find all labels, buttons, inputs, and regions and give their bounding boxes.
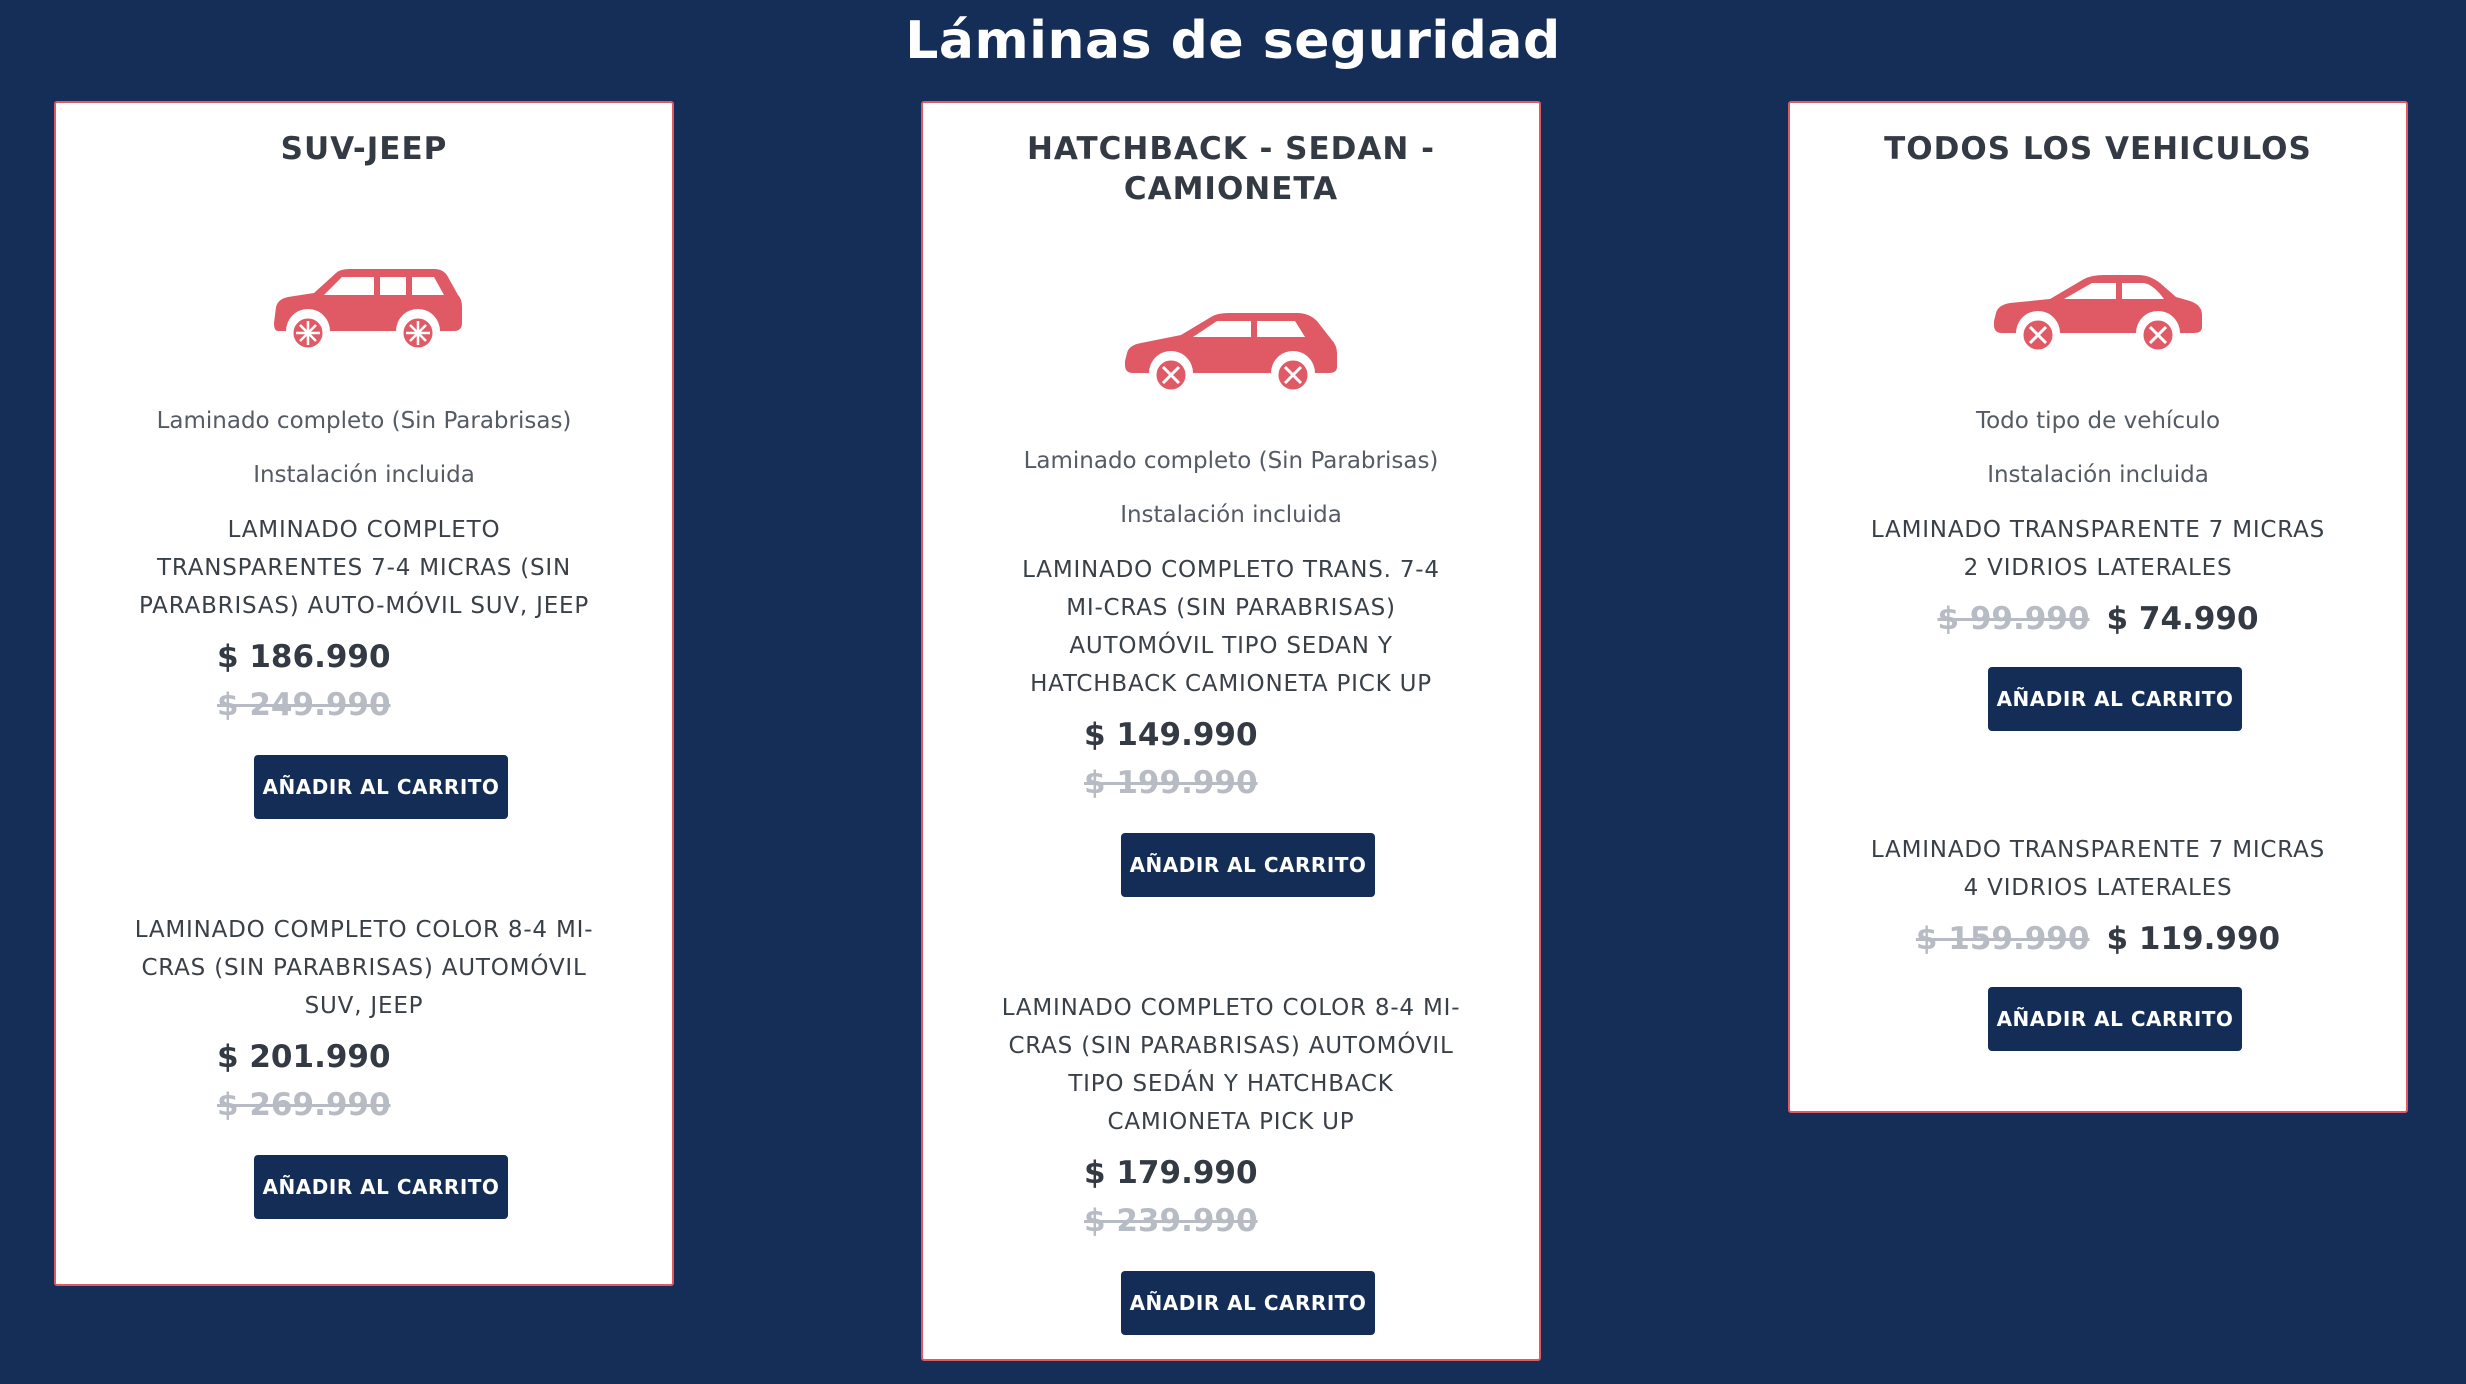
product-card-hatchback [921,101,1541,1361]
product-name: LAMINADO COMPLETO TRANSPARENTES 7-4 MICRAS (SIN PARABRISAS) AUTO-MÓVIL SUV, JEEP [138,517,590,619]
product-price: $ 149.990 [1084,717,1258,753]
sedan-car-icon [1988,271,2208,355]
info-coverage: Laminado completo (Sin Parabrisas) [156,408,572,434]
product-name: LAMINADO COMPLETO COLOR 8-4 MI-CRAS (SIN PARABRISAS) AUTOMÓVIL SUV, JEEP [134,917,594,1019]
product-old-price: $ 199.990 [1084,765,1258,801]
product-item [923,551,1539,897]
product-price: $ 186.990 [217,639,391,675]
card-title: SUV-JEEP [280,131,448,167]
product-price: $ 74.990 [2106,601,2259,637]
product-name: LAMINADO COMPLETO COLOR 8-4 MI-CRAS (SIN PARABRISAS) AUTOMÓVIL TIPO SEDÁN Y HATCHBACK CAMIONETA PICK UP [1001,995,1461,1135]
product-price: $ 201.990 [217,1039,391,1075]
add-to-cart-button[interactable]: AÑADIR AL CARRITO [1988,667,2242,731]
info-installation: Instalación incluida [1120,502,1342,528]
product-item [1790,831,2406,1051]
product-name: LAMINADO TRANSPARENTE 7 MICRAS 2 VIDRIOS LATERALES [1870,517,2326,581]
product-old-price: $ 99.990 [1937,601,2090,637]
product-old-price: $ 239.990 [1084,1203,1258,1239]
hatchback-car-icon [1119,309,1343,395]
product-item [56,911,672,1219]
product-name: LAMINADO COMPLETO TRANS. 7-4 MI-CRAS (SIN PARABRISAS) AUTOMÓVIL TIPO SEDAN Y HATCHBACK CAMIONETA PICK UP [1022,557,1440,697]
add-to-cart-button[interactable]: AÑADIR AL CARRITO [254,1155,508,1219]
page-title: Láminas de seguridad [905,11,1561,71]
info-coverage: Todo tipo de vehículo [1975,408,2221,434]
product-item [56,511,672,819]
info-coverage: Laminado completo (Sin Parabrisas) [1023,448,1439,474]
add-to-cart-button[interactable]: AÑADIR AL CARRITO [1121,833,1375,897]
product-old-price: $ 159.990 [1915,921,2090,957]
product-card-suv [54,101,674,1286]
product-item [923,989,1539,1335]
add-to-cart-button[interactable]: AÑADIR AL CARRITO [1121,1271,1375,1335]
product-item [1790,511,2406,731]
product-old-price: $ 269.990 [217,1087,391,1123]
info-installation: Instalación incluida [253,462,475,488]
info-installation: Instalación incluida [1987,462,2209,488]
card-title: TODOS LOS VEHICULOS [1884,131,2312,167]
add-to-cart-button[interactable]: AÑADIR AL CARRITO [254,755,508,819]
add-to-cart-button[interactable]: AÑADIR AL CARRITO [1988,987,2242,1051]
product-price: $ 119.990 [2106,921,2281,957]
suv-car-icon [264,265,464,355]
product-old-price: $ 249.990 [217,687,391,723]
product-card-all-vehicles [1788,101,2408,1113]
product-name: LAMINADO TRANSPARENTE 7 MICRAS 4 VIDRIOS LATERALES [1870,837,2326,901]
card-title: HATCHBACK - SEDAN - CAMIONETA [1026,131,1436,207]
product-price: $ 179.990 [1084,1155,1258,1191]
